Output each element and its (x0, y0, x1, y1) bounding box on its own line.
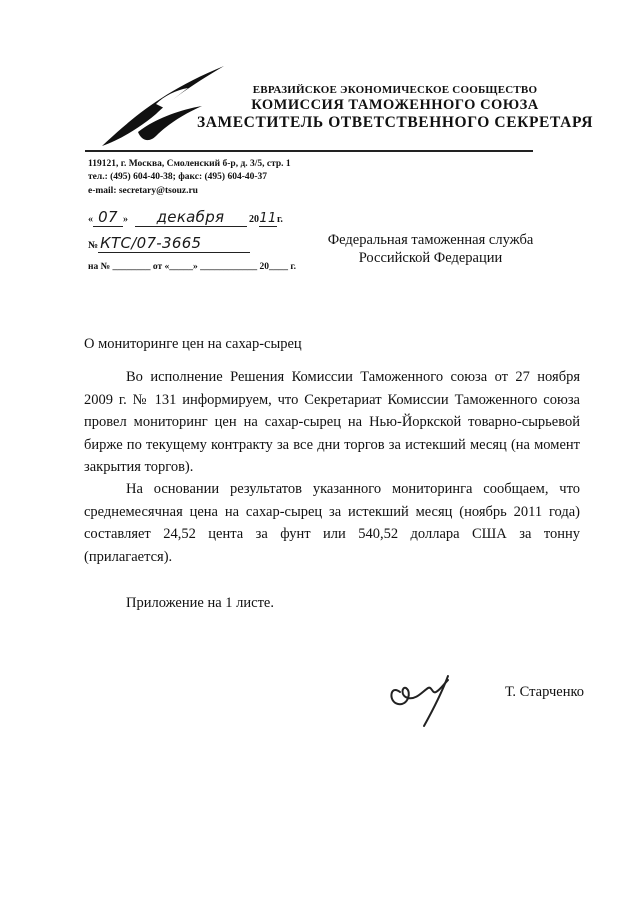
letterhead-position: ЗАМЕСТИТЕЛЬ ОТВЕТСТВЕННОГО СЕКРЕТАРЯ (196, 114, 594, 131)
letterhead-divider (85, 150, 533, 152)
outgoing-year-prefix: 20 (249, 214, 259, 225)
letterhead-address: 119121, г. Москва, Смоленский б-р, д. 3/5, стр. 1 (88, 159, 291, 169)
body-paragraph-1: Во исполнение Решения Комиссии Таможенного союза от 27 ноября 2009 г. № 131 информируем, что Секретариат Комиссии Таможенного союза провел мониторинг цен на сахар-сырец на Нью-Йоркской товарно-сырьевой бирже по текущему контракту за все дни торгов за истекший месяц (на момент закрытия торгов). (84, 369, 580, 476)
outgoing-number-value: КТС/07-3665 (98, 234, 250, 253)
letter-subject: О мониторинге цен на сахар-сырец (84, 336, 302, 352)
attachment-note: Приложение на 1 листе. (126, 595, 274, 611)
letterhead-email: e-mail: secretary@tsouz.ru (88, 186, 198, 196)
signer-name: Т. Старченко (505, 684, 585, 700)
handwritten-signature (382, 662, 462, 732)
addressee-line-2: Российской Федерации (358, 250, 503, 266)
outgoing-date: « 07 » декабря 2011г. (88, 208, 283, 226)
outgoing-number-label: № (88, 240, 99, 251)
outgoing-year-suffix: 11 (259, 211, 277, 226)
body-paragraph-2: На основании результатов указанного мониторинга сообщаем, что среднемесячная цена на сахар-сырец за истекший месяц (ноябрь 2011 года) составляет 24,52 цента за фунт или 540,52 доллара США за тонну (прилагается). (84, 481, 580, 565)
outgoing-day: 07 (93, 208, 123, 227)
outgoing-year-unit: г. (277, 214, 283, 225)
letterhead-commission: КОМИССИЯ ТАМОЖЕННОГО СОЮЗА (251, 97, 539, 113)
outgoing-month: декабря (135, 208, 247, 227)
reference-line: на № ________ от «_____» ____________ 20____ г. (88, 262, 297, 272)
letterhead-organization: ЕВРАЗИЙСКОЕ ЭКОНОМИЧЕСКОЕ СООБЩЕСТВО (252, 84, 538, 96)
addressee-line-1: Федеральная таможенная служба (327, 232, 534, 248)
letterhead-phone-fax: тел.: (495) 604-40-38; факс: (495) 604-40-37 (88, 172, 268, 182)
outgoing-number (88, 234, 250, 253)
